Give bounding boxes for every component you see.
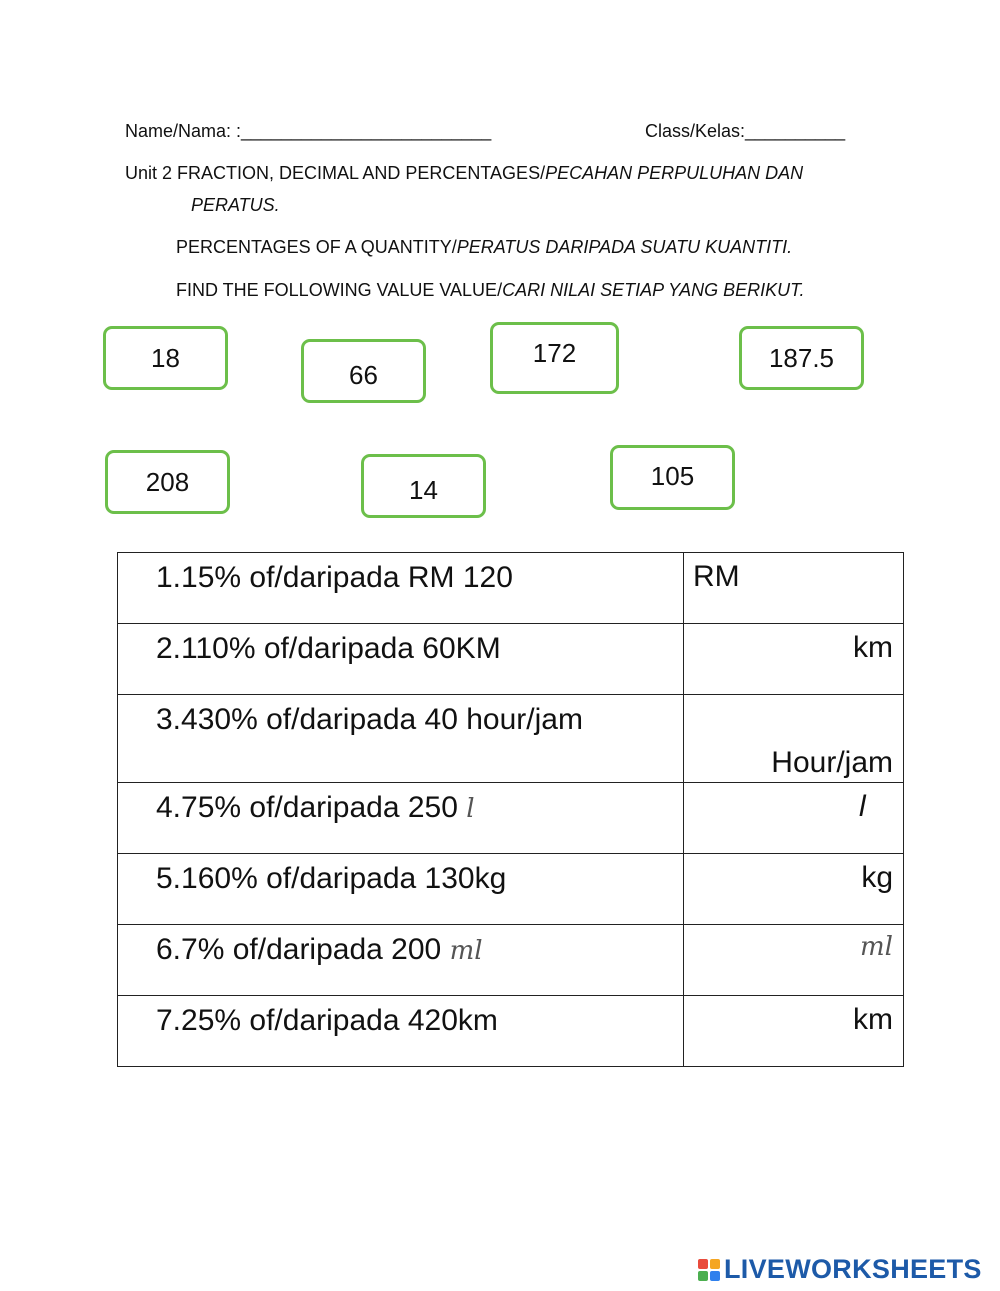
unit-label: l [859, 790, 866, 823]
table-row [118, 783, 904, 854]
answer-choice-172[interactable]: 172 [490, 322, 619, 394]
logo-square-icon [710, 1271, 720, 1281]
question-text: 7.25% of/daripada 420km [118, 996, 684, 1067]
answer-choice-105[interactable]: 105 [610, 445, 735, 510]
logo-square-icon [698, 1259, 708, 1269]
unit-label: km [853, 1003, 893, 1036]
table-row [118, 695, 904, 783]
question-text: 1.15% of/daripada RM 120 [118, 553, 684, 624]
answer-cell[interactable] [684, 783, 904, 854]
logo-text: LIVEWORKSHEETS [724, 1254, 982, 1284]
unit-title-italic-2: PERATUS. [191, 195, 280, 215]
answer-cell[interactable] [684, 925, 904, 996]
unit-label: Hour/jam [771, 746, 893, 779]
questions-table [117, 552, 904, 1067]
name-label: Name/Nama: :_________________________ [125, 121, 492, 141]
subtopic-italic: PERATUS DARIPADA SUATU KUANTITI. [456, 237, 793, 257]
unit-label: ml [860, 932, 893, 962]
unit-label: RM [693, 560, 740, 593]
answer-cell[interactable] [684, 695, 904, 783]
unit-title-italic: PECAHAN PERPULUHAN DAN [545, 163, 804, 183]
class-label: Class/Kelas:__________ [645, 121, 846, 141]
logo-square-icon [698, 1271, 708, 1281]
answer-cell[interactable] [684, 553, 904, 624]
question-text: 2.110% of/daripada 60KM [118, 624, 684, 695]
question-text-main: 6.7% of/daripada 200 [156, 933, 442, 966]
question-text [118, 783, 684, 854]
question-text: 5.160% of/daripada 130kg [118, 854, 684, 925]
answer-cell[interactable] [684, 624, 904, 695]
table-row [118, 854, 904, 925]
instruction-text: FIND THE FOLLOWING VALUE VALUE/ [176, 280, 503, 300]
answer-cell[interactable] [684, 996, 904, 1067]
unit-title-line2 [191, 195, 280, 216]
logo-square-icon [710, 1259, 720, 1269]
subtopic-text: PERCENTAGES OF A QUANTITY/ [176, 237, 457, 257]
question-text: 3.430% of/daripada 40 hour/jam [118, 695, 684, 783]
answer-choice-14[interactable]: 14 [361, 454, 486, 518]
answer-choice-66[interactable]: 66 [301, 339, 426, 403]
table-row [118, 996, 904, 1067]
unit-title [125, 163, 803, 184]
table-row [118, 624, 904, 695]
unit-label: km [853, 631, 893, 664]
question-text-main: 4.75% of/daripada 250 [156, 791, 458, 824]
logo-grid-icon [698, 1259, 720, 1281]
script-unit-l: l [466, 794, 475, 824]
unit-label: kg [861, 861, 893, 894]
table-row [118, 553, 904, 624]
table-row [118, 925, 904, 996]
answer-choice-208[interactable]: 208 [105, 450, 230, 514]
instruction [176, 280, 805, 301]
question-text [118, 925, 684, 996]
answer-choice-18[interactable]: 18 [103, 326, 228, 390]
instruction-italic: CARI NILAI SETIAP YANG BERIKUT. [502, 280, 805, 300]
liveworksheets-logo [698, 1254, 982, 1285]
answer-cell[interactable] [684, 854, 904, 925]
script-unit-ml: ml [449, 936, 483, 966]
answer-choice-187-5[interactable]: 187.5 [739, 326, 864, 390]
subtopic [176, 237, 792, 258]
unit-title-text: Unit 2 FRACTION, DECIMAL AND PERCENTAGES/ [125, 163, 546, 183]
